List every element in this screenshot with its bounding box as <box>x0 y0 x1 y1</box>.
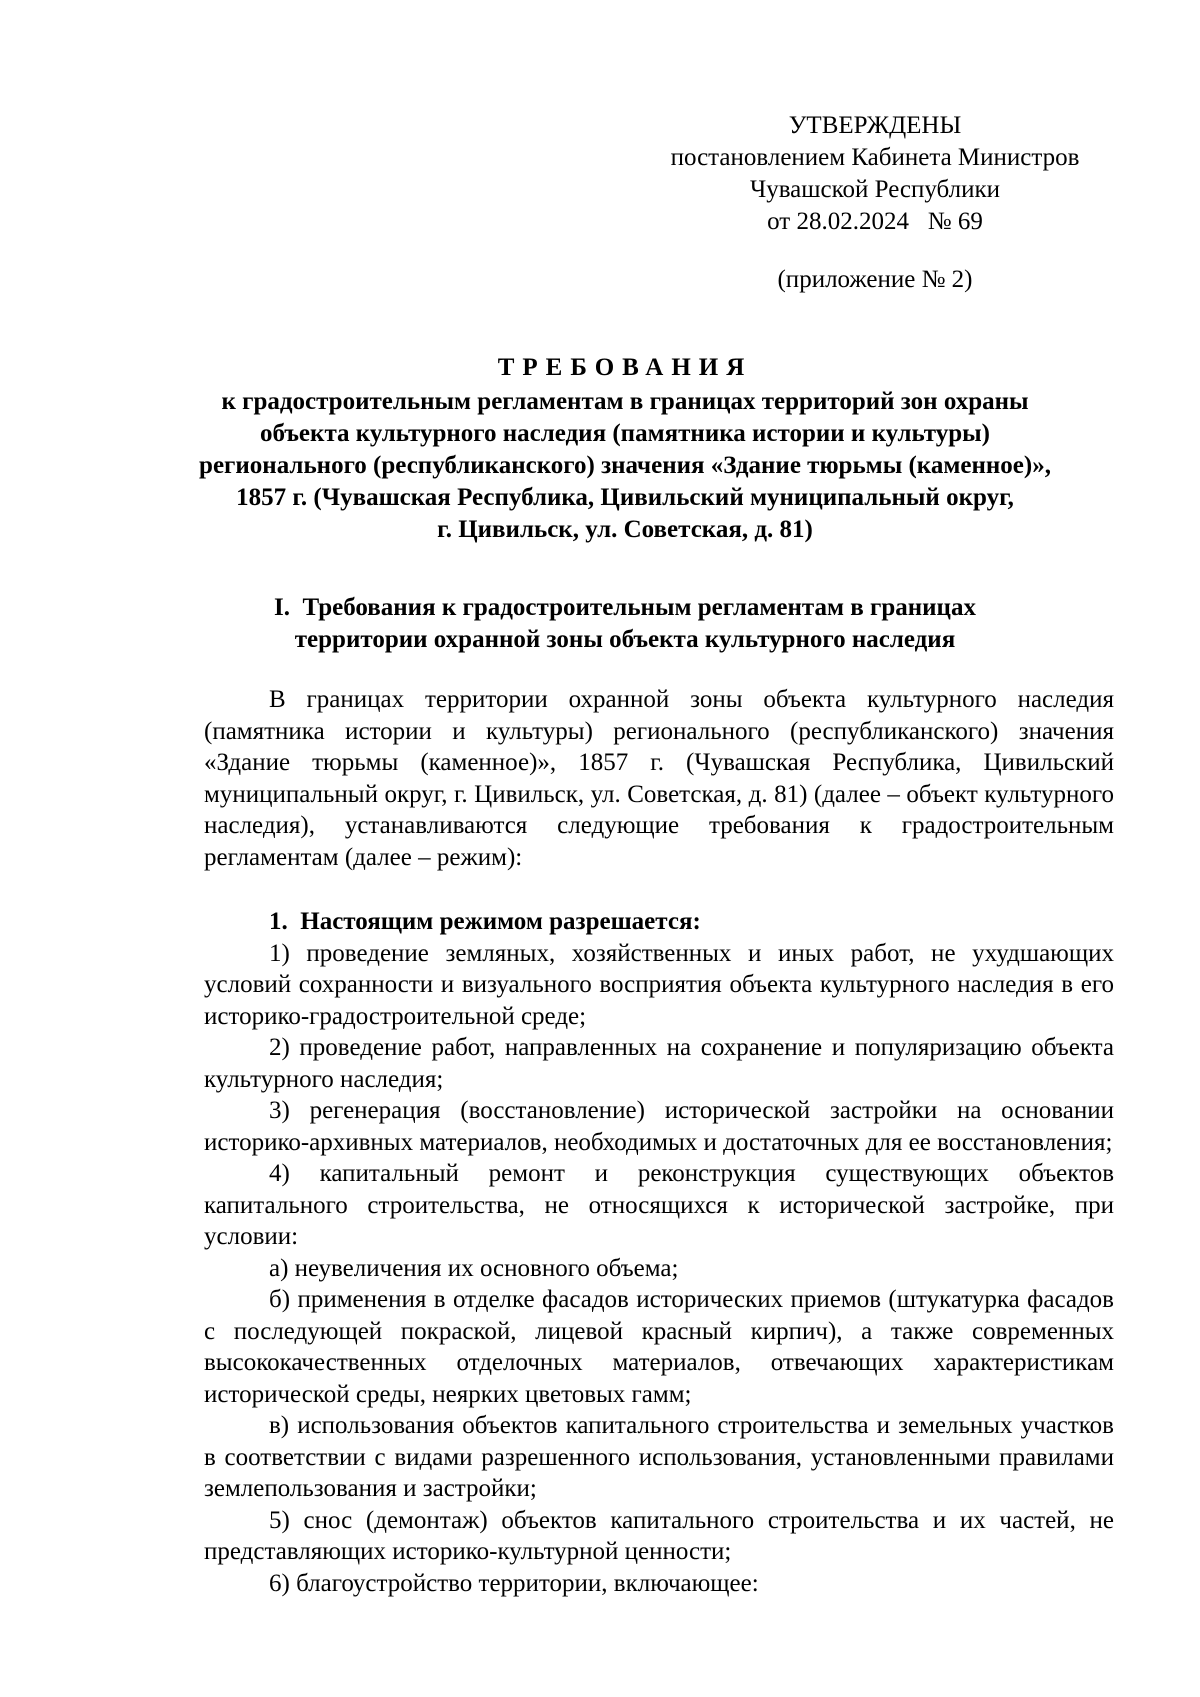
appendix-label: (приложение № 2) <box>777 266 973 293</box>
list-item: 5) снос (демонтаж) объектов капитального строительства и их частей, не представляющих историко-культурной ценности; <box>204 1506 1114 1565</box>
approval-date-number: от 28.02.2024 № 69 <box>767 208 983 235</box>
point-title: 1. Настоящим режимом разрешается: <box>269 908 701 935</box>
section-heading-line: I. Требования к градостроительным регламентам в границах <box>274 594 976 621</box>
title-line: г. Цивильск, ул. Советская, д. 81) <box>437 516 813 543</box>
title-line: 1857 г. (Чувашская Республика, Цивильский муниципальный округ, <box>236 484 1014 511</box>
list-subitem: а) неувеличения их основного объема; <box>269 1254 679 1282</box>
approval-authority-region: Чувашской Республики <box>749 176 1001 203</box>
list-item: 1) проведение земляных, хозяйственных и иных работ, не ухудшающих условий сохранности и визуального восприятия объекта культурного наследия в его историко-градостроительной среде; <box>204 939 1114 1030</box>
point-list <box>204 906 1114 1599</box>
title-line: к градостроительным регламентам в границах территорий зон охраны <box>221 388 1029 415</box>
section-heading <box>150 592 1100 656</box>
approval-block <box>660 110 1090 296</box>
approval-title: УТВЕРЖДЕНЫ <box>788 112 962 139</box>
list-item: 4) капитальный ремонт и реконструкция существующих объектов капитального строительства, не относящихся к исторической застройке, при условии: <box>204 1160 1114 1250</box>
approval-authority: постановлением Кабинета Министров <box>670 144 1080 171</box>
section-heading-line: территории охранной зоны объекта культурного наследия <box>294 626 956 653</box>
list-item: 6) благоустройство территории, включающее: <box>269 1569 759 1597</box>
intro-paragraph-block <box>204 684 1114 873</box>
list-item: 2) проведение работ, направленных на сохранение и популяризацию объекта культурного наследия; <box>204 1034 1114 1093</box>
list-subitem: в) использования объектов капитального строительства и земельных участков в соответствии с видами разрешенного использования, установленными правилами землепользования и застройки; <box>204 1412 1114 1502</box>
list-subitem: б) применения в отделке фасадов исторических приемов (штукатурка фасадов с последующей покраской, лицевой красный кирпич), а также современных высококачественных отделочных материалов, отвечающих характеристикам исторической среды, неярких цветовых гамм; <box>204 1286 1114 1408</box>
list-item: 3) регенерация (восстановление) исторической застройки на основании историко-архивных материалов, необходимых и достаточных для ее восстановления; <box>204 1097 1114 1156</box>
title-line: объекта культурного наследия (памятника истории и культуры) <box>259 420 990 447</box>
title-line: регионального (республиканского) значения «Здание тюрьмы (каменное)», <box>199 452 1051 479</box>
intro-paragraph: В границах территории охранной зоны объекта культурного наследия (памятника истории и культуры) регионального (республиканского) значения «Здание тюрьмы (каменное)», 1857 г. (Чувашская Республика, Цивильский муниципальный округ, г. Цивильск, ул. Советская, д. 81) (далее – объект культурного наследия), устанавливаются следующие требования к градостроительным регламентам (далее – режим): <box>204 686 1114 871</box>
document-title <box>150 352 1100 546</box>
title-heading: ТРЕБОВАНИЯ <box>497 354 753 381</box>
